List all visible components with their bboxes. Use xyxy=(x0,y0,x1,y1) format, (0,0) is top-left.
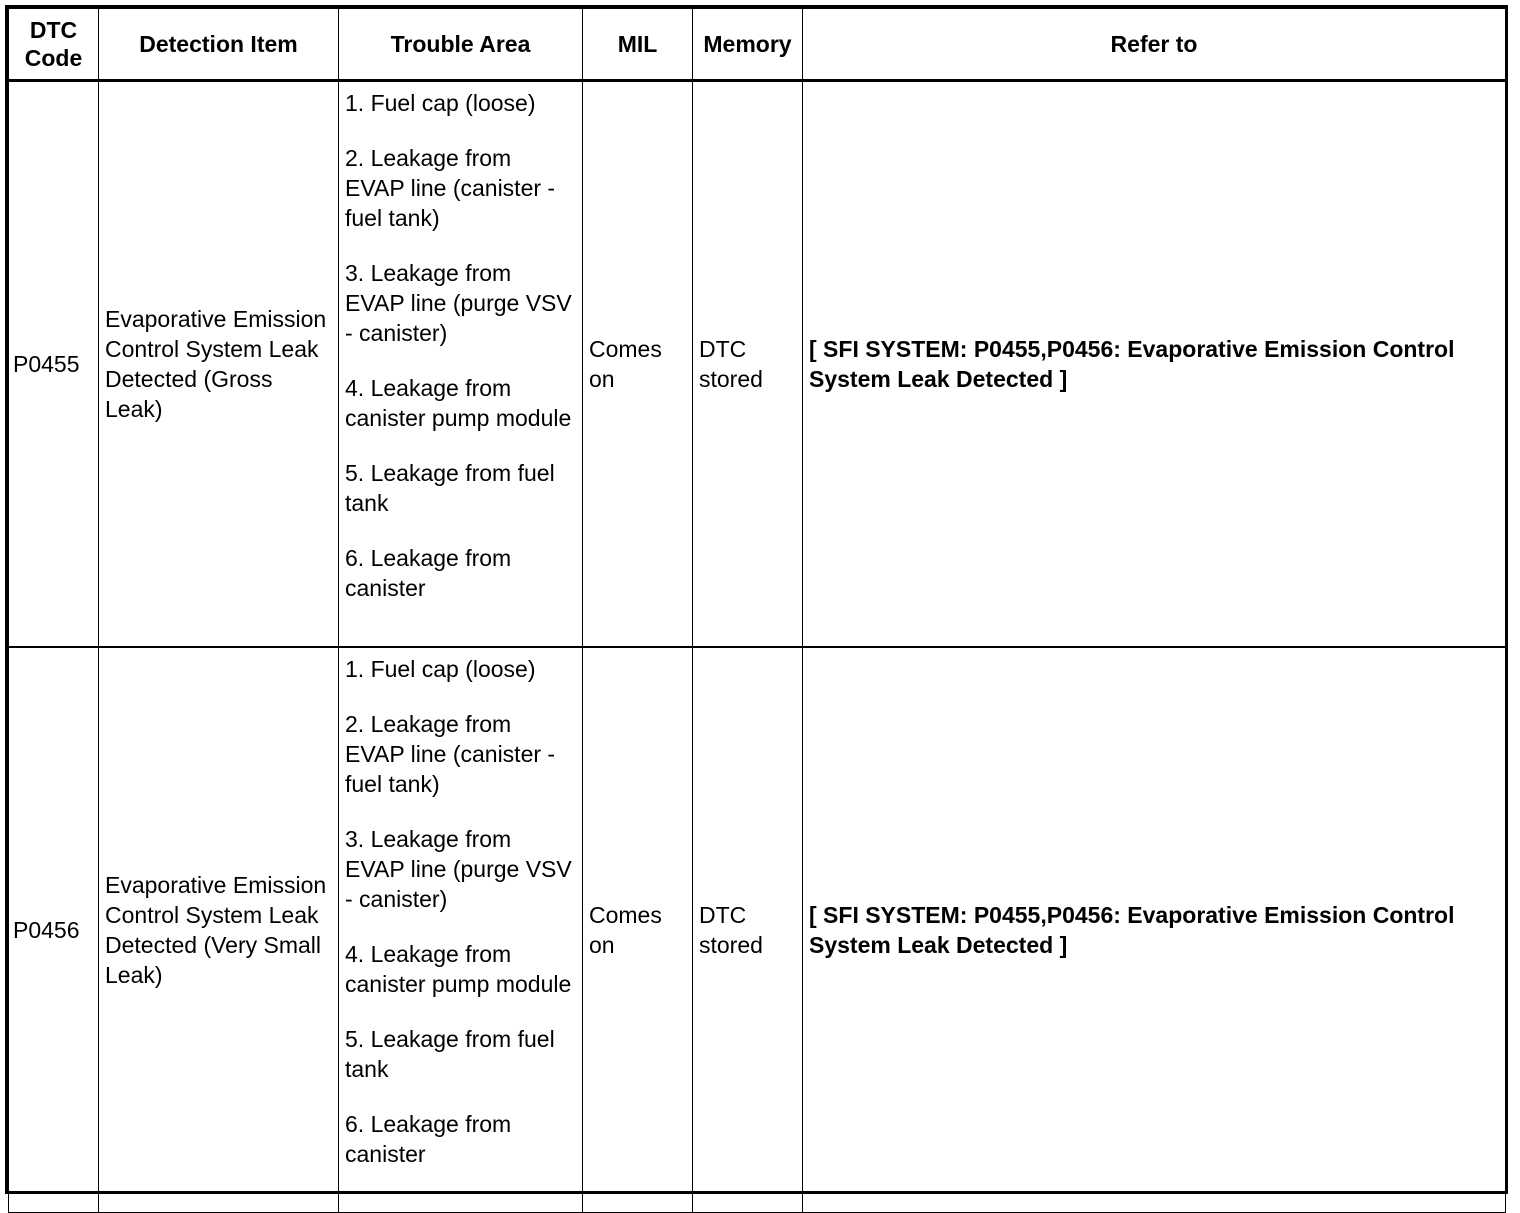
header-memory: Memory xyxy=(693,9,803,81)
trouble-area-item: 6. Leakage from canister xyxy=(345,545,512,601)
memory-cell: DTC stored xyxy=(693,647,803,1213)
trouble-area-cell xyxy=(339,81,583,648)
table-row xyxy=(9,81,1506,648)
refer-to-link[interactable]: [ SFI SYSTEM: P0455,P0456: Evaporative Emission Control System Leak Detected ] xyxy=(803,81,1506,648)
table-row xyxy=(9,647,1506,1213)
header-trouble-area: Trouble Area xyxy=(339,9,583,81)
trouble-area-item: 2. Leakage from EVAP line (canister - fuel tank) xyxy=(345,145,556,231)
refer-to-link[interactable]: [ SFI SYSTEM: P0455,P0456: Evaporative Emission Control System Leak Detected ] xyxy=(803,647,1506,1213)
trouble-area-item: 2. Leakage from EVAP line (canister - fuel tank) xyxy=(345,711,556,797)
trouble-area-item: 6. Leakage from canister xyxy=(345,1111,512,1167)
memory-cell: DTC stored xyxy=(693,81,803,648)
mil-cell: Comes on xyxy=(583,647,693,1213)
header-dtc-code-label: DTC Code xyxy=(24,16,83,71)
header-row xyxy=(9,9,1506,81)
detection-item-cell: Evaporative Emission Control System Leak Detected (Very Small Leak) xyxy=(99,647,339,1213)
dtc-table-frame xyxy=(5,5,1508,1194)
trouble-area-item: 4. Leakage from canister pump module xyxy=(345,941,572,997)
trouble-area-item: 5. Leakage from fuel tank xyxy=(345,1026,555,1082)
dtc-code-cell: P0455 xyxy=(9,81,99,648)
trouble-area-cell xyxy=(339,647,583,1213)
trouble-area-item: 4. Leakage from canister pump module xyxy=(345,375,572,431)
header-mil: MIL xyxy=(583,9,693,81)
dtc-table xyxy=(8,8,1506,1213)
trouble-area-item: 1. Fuel cap (loose) xyxy=(345,90,536,116)
header-refer-to: Refer to xyxy=(803,9,1506,81)
header-detection-item: Detection Item xyxy=(99,9,339,81)
mil-cell: Comes on xyxy=(583,81,693,648)
trouble-area-item: 3. Leakage from EVAP line (purge VSV - canister) xyxy=(345,260,572,346)
trouble-area-item: 5. Leakage from fuel tank xyxy=(345,460,555,516)
trouble-area-item: 1. Fuel cap (loose) xyxy=(345,656,536,682)
dtc-code-cell: P0456 xyxy=(9,647,99,1213)
detection-item-cell: Evaporative Emission Control System Leak Detected (Gross Leak) xyxy=(99,81,339,648)
header-dtc-code xyxy=(9,9,99,81)
trouble-area-item: 3. Leakage from EVAP line (purge VSV - canister) xyxy=(345,826,572,912)
